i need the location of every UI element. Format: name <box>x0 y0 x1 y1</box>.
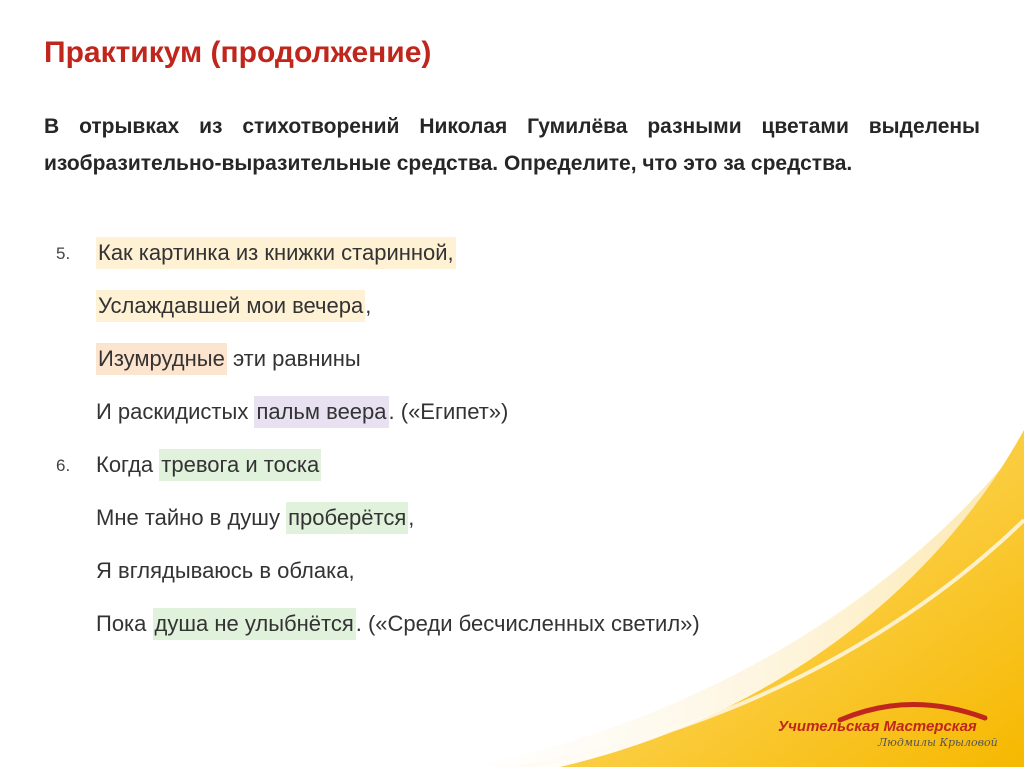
poem-line <box>96 499 896 552</box>
logo-title: Учительская Мастерская <box>778 718 977 735</box>
highlighted-phrase: душа не улыбнётся <box>153 608 356 640</box>
task-instructions: В отрывках из стихотворений Николая Гумилёва разными цветами выделены изобразительно-выразительные средства. Определите, что это за средства. <box>44 115 980 175</box>
poem-line <box>96 605 896 658</box>
poem-line <box>96 340 896 393</box>
poem-text: , <box>408 505 415 530</box>
poem-line <box>56 234 896 287</box>
poem-text: Мне тайно в душу <box>96 505 287 530</box>
poem-text: Пока <box>96 611 153 636</box>
poem-excerpts <box>56 234 896 658</box>
page-title: Практикум (продолжение) <box>44 36 432 69</box>
highlighted-phrase: Как картинка из книжки старинной, <box>96 237 456 269</box>
poem-line <box>96 287 896 340</box>
poem-line <box>96 552 896 605</box>
poem-text: эти равнины <box>226 346 361 371</box>
highlighted-phrase: тревога и тоска <box>159 449 321 481</box>
highlighted-phrase: Изумрудные <box>96 343 227 375</box>
poem-text: Я вглядываюсь в облака, <box>96 558 355 583</box>
logo-subtitle: Людмилы Крыловой <box>878 736 998 749</box>
poem-line <box>56 446 896 499</box>
poem-text: Когда <box>96 452 160 477</box>
poem-text: . («Среди бесчисленных светил») <box>355 611 700 636</box>
poem-line <box>96 393 896 446</box>
poem-text: , <box>365 293 372 318</box>
highlighted-phrase: Услаждавшей мои вечера <box>96 290 365 322</box>
highlighted-phrase: проберётся <box>286 502 408 534</box>
publisher-logo <box>770 696 1000 756</box>
poem-text: . («Египет») <box>388 399 509 424</box>
highlighted-phrase: пальм веера <box>254 396 388 428</box>
poem-text: И раскидистых <box>96 399 255 424</box>
list-number: 5. <box>56 244 71 263</box>
list-number: 6. <box>56 456 71 475</box>
